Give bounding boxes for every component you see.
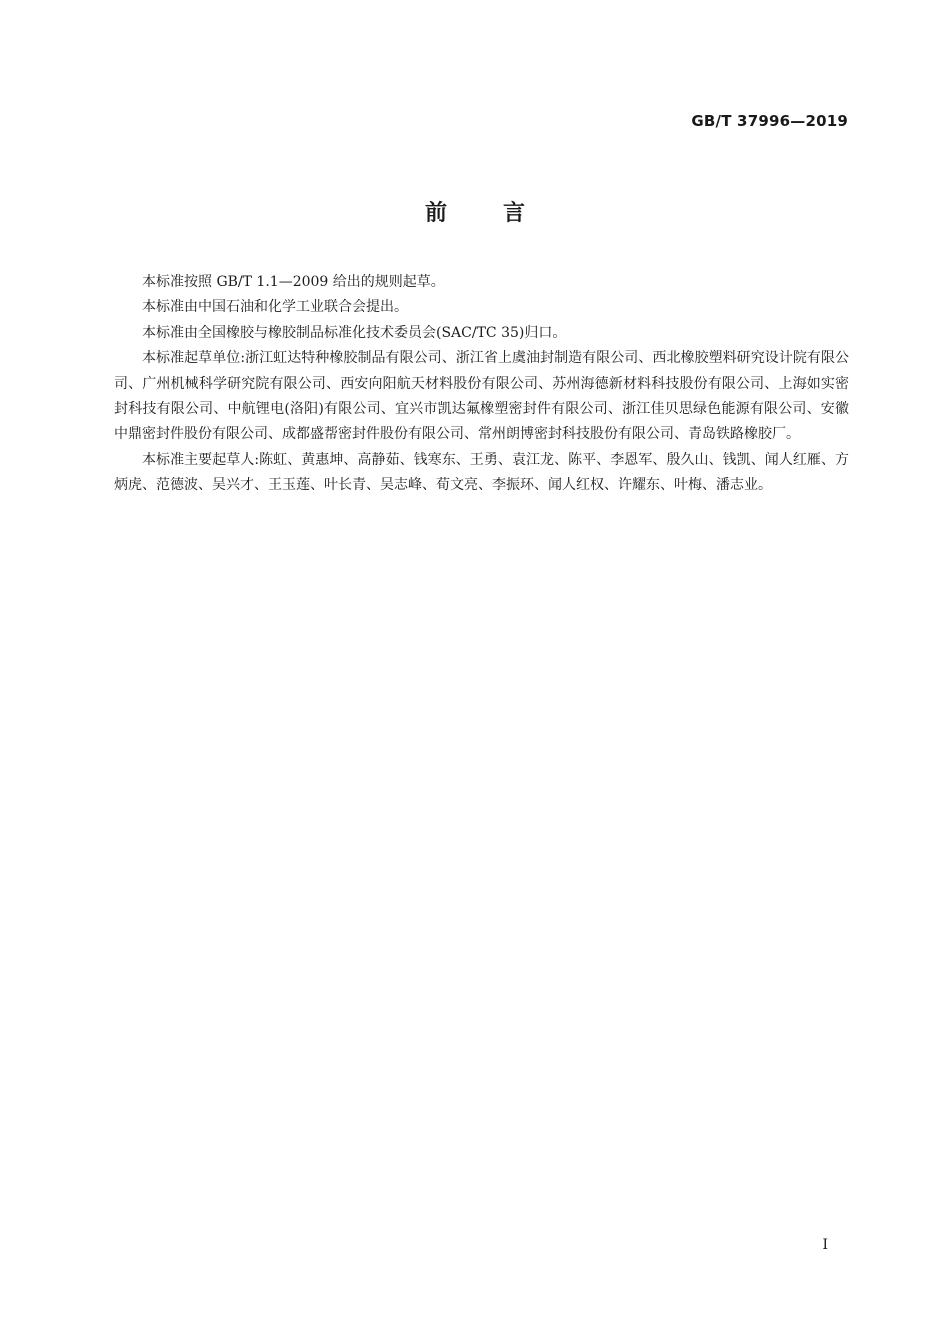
standard-code: GB/T 37996—2019 [691, 112, 848, 130]
paragraph-drafters: 本标准主要起草人:陈虹、黄惠坤、高静茹、钱寒东、王勇、袁江龙、陈平、李恩军、殷久山、钱凯、闻人红雁、方炳虎、范德波、吴兴才、王玉莲、叶长青、吴志峰、荀文亮、李振环、闻人红权、许耀东、叶梅、潘志业。 [114, 451, 849, 494]
page-number: I [822, 1237, 828, 1253]
paragraph-proposer: 本标准由中国石油和化学工业联合会提出。 [142, 299, 408, 316]
page-title: 前言 [424, 201, 581, 226]
paragraph-drafting-rules: 本标准按照 GB/T 1.1—2009 给出的规则起草。 [142, 274, 445, 290]
foreword-body [114, 270, 849, 499]
paragraph-drafting-units: 本标准起草单位:浙江虹达特种橡胶制品有限公司、浙江省上虞油封制造有限公司、西北橡胶塑料研究设计院有限公司、广州机械科学研究院有限公司、西安向阳航天材料股份有限公司、苏州海德新材料科技股份有限公司、上海如实密封科技有限公司、中航锂电(洛阳)有限公司、宜兴市凯达氟橡塑密封件有限公司、浙江佳贝思绿色能源有限公司、安徽中鼎密封件股份有限公司、成都盛帮密封件股份有限公司、常州朗博密封科技股份有限公司、青岛铁路橡胶厂。 [114, 350, 849, 443]
paragraph-administration: 本标准由全国橡胶与橡胶制品标准化技术委员会(SAC/TC 35)归口。 [142, 324, 567, 341]
